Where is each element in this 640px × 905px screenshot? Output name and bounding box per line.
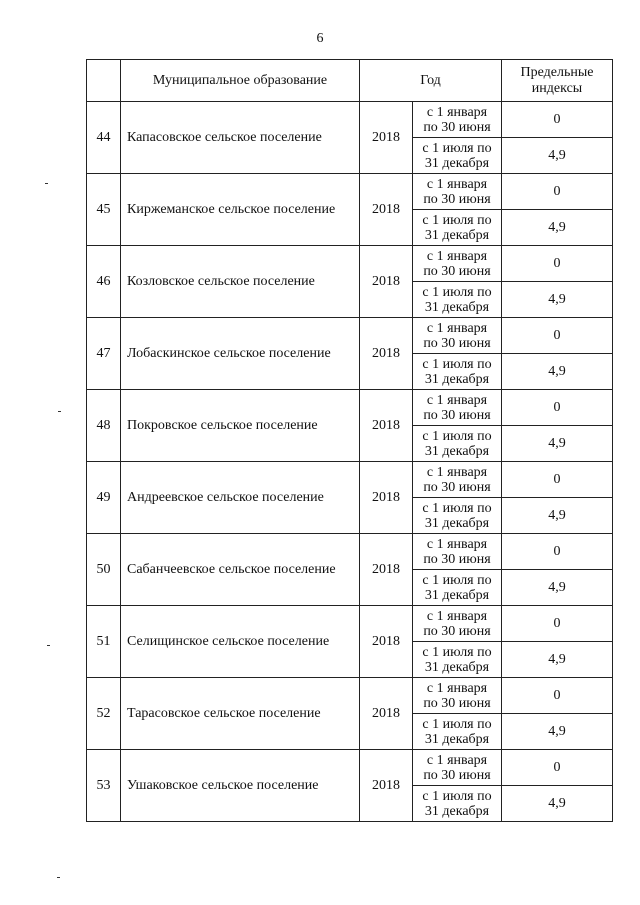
row-year: 2018 — [360, 606, 413, 678]
row-year: 2018 — [360, 750, 413, 822]
period-first-half — [413, 318, 502, 354]
row-number: 51 — [87, 606, 121, 678]
table-row — [87, 318, 613, 354]
table-body — [87, 102, 613, 822]
period-second-half-line1: с 1 июля по — [422, 356, 492, 372]
period-first-half-line1: с 1 января — [426, 536, 488, 552]
row-year: 2018 — [360, 678, 413, 750]
period-second-half-line1: с 1 июля по — [422, 644, 492, 660]
scan-speck — [58, 411, 61, 412]
table-row — [87, 606, 613, 642]
table-row — [87, 678, 613, 714]
period-second-half-line1: с 1 июля по — [422, 572, 492, 588]
period-first-half-line2: по 30 июня — [423, 767, 491, 783]
municipality-name: Ушаковское сельское поселение — [121, 750, 360, 822]
row-number: 52 — [87, 678, 121, 750]
index-second-half: 4,9 — [502, 786, 613, 822]
period-second-half — [413, 570, 502, 606]
period-second-half — [413, 642, 502, 678]
period-second-half-line1: с 1 июля по — [422, 212, 492, 228]
scan-speck — [57, 877, 60, 878]
period-first-half-line1: с 1 января — [426, 104, 488, 120]
row-number: 49 — [87, 462, 121, 534]
period-first-half — [413, 174, 502, 210]
period-first-half-line2: по 30 июня — [423, 335, 491, 351]
period-second-half-line2: 31 декабря — [424, 155, 490, 171]
index-second-half: 4,9 — [502, 570, 613, 606]
period-second-half — [413, 426, 502, 462]
period-second-half-line2: 31 декабря — [424, 299, 490, 315]
period-second-half — [413, 138, 502, 174]
period-first-half-line2: по 30 июня — [423, 263, 491, 279]
period-first-half-line2: по 30 июня — [423, 119, 491, 135]
row-number: 53 — [87, 750, 121, 822]
index-first-half: 0 — [502, 102, 613, 138]
index-first-half: 0 — [502, 462, 613, 498]
period-second-half-line1: с 1 июля по — [422, 140, 492, 156]
header-number — [87, 60, 121, 102]
tariff-index-table — [86, 59, 613, 822]
index-first-half: 0 — [502, 246, 613, 282]
municipality-name: Тарасовское сельское поселение — [121, 678, 360, 750]
table-row — [87, 750, 613, 786]
period-first-half-line1: с 1 января — [426, 248, 488, 264]
municipality-name: Селищинское сельское поселение — [121, 606, 360, 678]
index-second-half: 4,9 — [502, 282, 613, 318]
index-second-half: 4,9 — [502, 138, 613, 174]
scan-speck — [47, 645, 50, 646]
period-first-half — [413, 246, 502, 282]
row-number: 46 — [87, 246, 121, 318]
row-year: 2018 — [360, 318, 413, 390]
period-second-half-line2: 31 декабря — [424, 515, 490, 531]
period-first-half-line1: с 1 января — [426, 608, 488, 624]
table-row — [87, 534, 613, 570]
row-year: 2018 — [360, 174, 413, 246]
row-year: 2018 — [360, 102, 413, 174]
row-number: 45 — [87, 174, 121, 246]
table-row — [87, 174, 613, 210]
index-first-half: 0 — [502, 606, 613, 642]
municipality-name: Киржеманское сельское поселение — [121, 174, 360, 246]
period-first-half — [413, 678, 502, 714]
period-first-half — [413, 534, 502, 570]
period-second-half — [413, 210, 502, 246]
period-second-half — [413, 786, 502, 822]
municipality-name: Лобаскинское сельское поселение — [121, 318, 360, 390]
period-first-half-line1: с 1 января — [426, 464, 488, 480]
page-number: 6 — [316, 31, 324, 46]
table-row — [87, 246, 613, 282]
row-year: 2018 — [360, 390, 413, 462]
index-second-half: 4,9 — [502, 354, 613, 390]
period-second-half-line1: с 1 июля по — [422, 428, 492, 444]
period-first-half-line1: с 1 января — [426, 320, 488, 336]
header-municipality: Муниципальное образование — [121, 60, 360, 102]
row-year: 2018 — [360, 462, 413, 534]
period-first-half-line1: с 1 января — [426, 392, 488, 408]
period-first-half-line2: по 30 июня — [423, 551, 491, 567]
index-first-half: 0 — [502, 750, 613, 786]
header-index: Предельные индексы — [502, 60, 613, 102]
row-number: 44 — [87, 102, 121, 174]
period-second-half-line1: с 1 июля по — [422, 500, 492, 516]
period-second-half-line2: 31 декабря — [424, 371, 490, 387]
period-second-half-line2: 31 декабря — [424, 659, 490, 675]
period-second-half-line2: 31 декабря — [424, 731, 490, 747]
period-second-half-line1: с 1 июля по — [422, 716, 492, 732]
row-number: 47 — [87, 318, 121, 390]
row-number: 48 — [87, 390, 121, 462]
row-number: 50 — [87, 534, 121, 606]
period-second-half-line2: 31 декабря — [424, 587, 490, 603]
period-first-half — [413, 750, 502, 786]
municipality-name: Козловское сельское поселение — [121, 246, 360, 318]
period-second-half-line2: 31 декабря — [424, 803, 490, 819]
table-row — [87, 390, 613, 426]
header-year: Год — [360, 60, 502, 102]
period-first-half-line2: по 30 июня — [423, 407, 491, 423]
period-second-half — [413, 354, 502, 390]
period-second-half-line2: 31 декабря — [424, 443, 490, 459]
index-second-half: 4,9 — [502, 210, 613, 246]
period-first-half — [413, 390, 502, 426]
index-second-half: 4,9 — [502, 642, 613, 678]
index-first-half: 0 — [502, 534, 613, 570]
period-first-half — [413, 102, 502, 138]
period-first-half-line2: по 30 июня — [423, 623, 491, 639]
municipality-name: Андреевское сельское поселение — [121, 462, 360, 534]
period-first-half — [413, 606, 502, 642]
period-first-half-line2: по 30 июня — [423, 479, 491, 495]
municipality-name: Покровское сельское поселение — [121, 390, 360, 462]
table-row — [87, 102, 613, 138]
period-second-half-line1: с 1 июля по — [422, 788, 492, 804]
period-first-half-line1: с 1 января — [426, 752, 488, 768]
row-year: 2018 — [360, 534, 413, 606]
row-year: 2018 — [360, 246, 413, 318]
index-second-half: 4,9 — [502, 426, 613, 462]
table-row — [87, 462, 613, 498]
index-first-half: 0 — [502, 174, 613, 210]
period-second-half-line1: с 1 июля по — [422, 284, 492, 300]
period-first-half-line2: по 30 июня — [423, 191, 491, 207]
table-header-row — [87, 60, 613, 102]
period-second-half-line2: 31 декабря — [424, 227, 490, 243]
period-first-half — [413, 462, 502, 498]
municipality-name: Капасовское сельское поселение — [121, 102, 360, 174]
index-first-half: 0 — [502, 390, 613, 426]
period-first-half-line1: с 1 января — [426, 680, 488, 696]
index-first-half: 0 — [502, 318, 613, 354]
period-first-half-line1: с 1 января — [426, 176, 488, 192]
municipality-name: Сабанчеевское сельское поселение — [121, 534, 360, 606]
period-second-half — [413, 498, 502, 534]
period-second-half — [413, 282, 502, 318]
index-second-half: 4,9 — [502, 714, 613, 750]
period-first-half-line2: по 30 июня — [423, 695, 491, 711]
index-second-half: 4,9 — [502, 498, 613, 534]
scan-speck — [45, 183, 48, 184]
index-first-half: 0 — [502, 678, 613, 714]
period-second-half — [413, 714, 502, 750]
